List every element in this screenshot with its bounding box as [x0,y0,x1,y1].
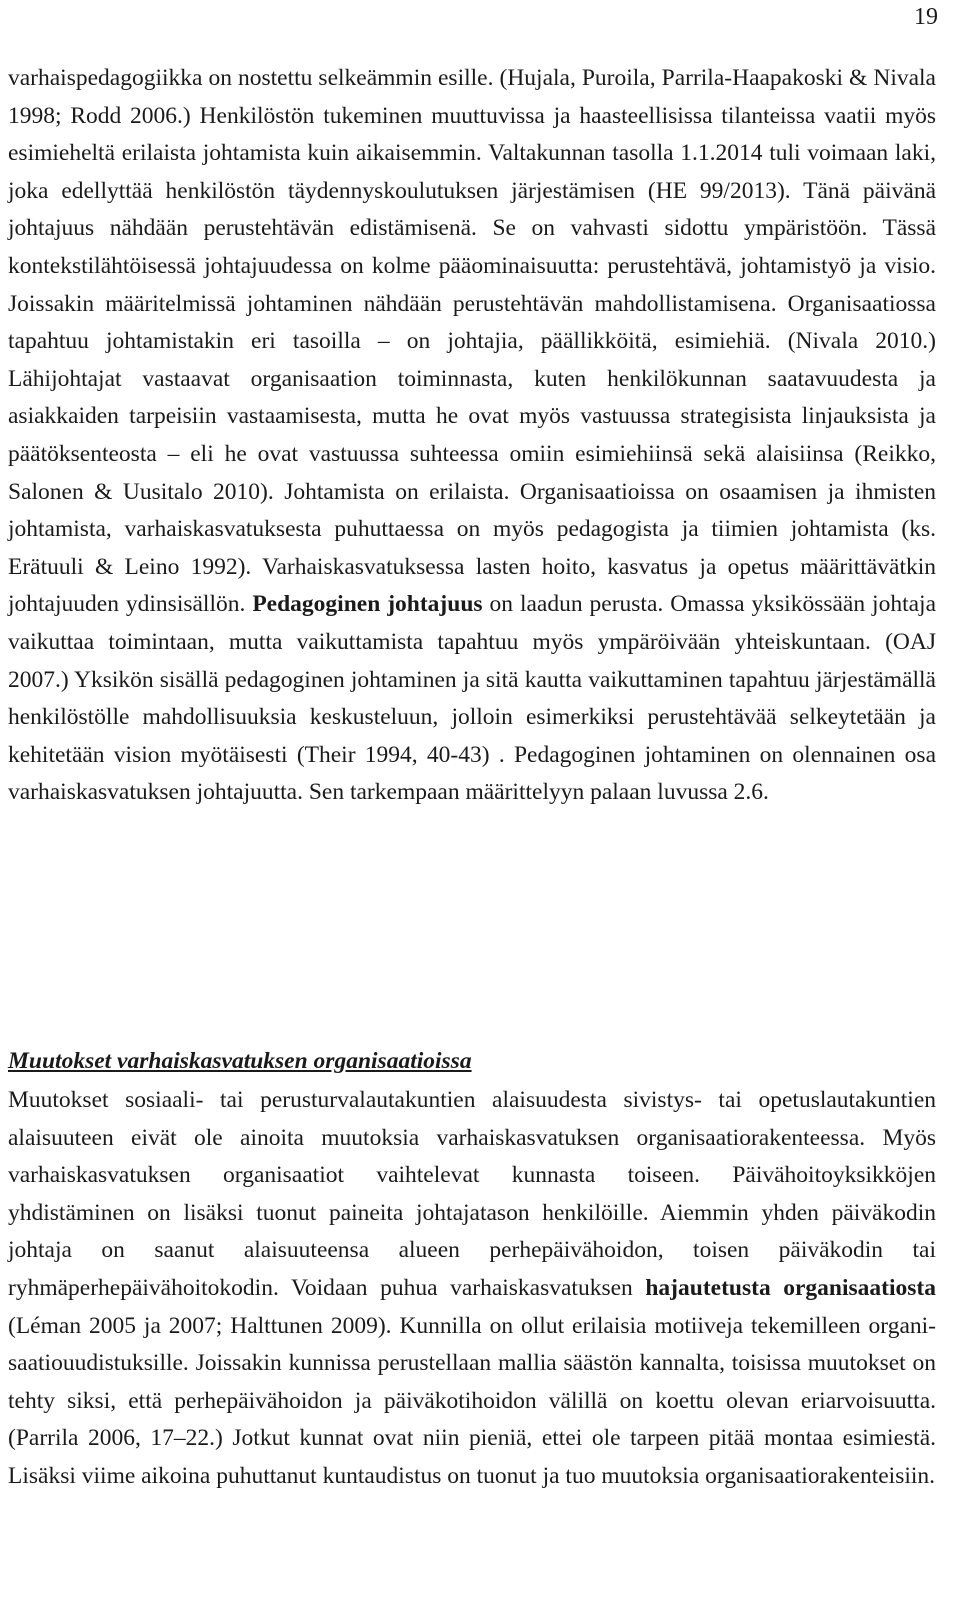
bold-term: Pedagoginen johtajuus [252,591,483,618]
paragraph-text: (Léman 2005 ja 2007; Halttunen 2009). Kunnilla on ollut erilaisia motiiveja tekemilleen organisaatiouudistuksille. Joissakin kunnissa perustellaan mallia säästön kannalta, toisissa muutokset on tehty siksi, että perhepäivähoidon ja päiväkotihoidon välillä on koettu olevan eriarvoisuutta. (Parrila 2006, 17–22.) Jotkut kunnat ovat niin pieniä, ettei ole tarpeen pitää montaa esimiestä. Lisäksi viime aikoina puhuttanut kuntaudistus on tuonut ja tuo muutoksia organisaatiorakenteisiin. [8,1312,936,1489]
page-number: 19 [914,4,938,30]
body-paragraph [8,1082,936,1496]
paragraph-text: on laadun perusta. Omassa yksikössään johtaja vaikuttaa toimintaan, mutta vaikuttamista tapahtuu myös ympäröivään yhteiskuntaan. (OAJ 2007.) Yksikön sisällä pedagoginen johtaminen ja sitä kautta vaikuttaminen tapahtuu järjestämällä henkilöstölle mahdollisuuksia keskusteluun, jolloin esimerkiksi perustehtävää selkeytetään ja kehitetään vision myötäisesti (Their 1994, 40-43) . Pedagoginen johtaminen on olennainen osa varhaiskasvatuksen johtajuutta. Sen tarkempaan määrittelyyn palaan luvussa 2.6. [8,591,937,806]
bold-term: hajautetusta organisaatiosta [645,1274,936,1301]
body-paragraph [8,60,936,812]
section-heading: Muutokset varhaiskasvatuksen organisaatioissa [8,1048,472,1074]
paragraph-text: Muutokset sosiaali- tai perusturvalautakuntien alaisuudesta sivistys- tai opetuslautakuntien alaisuuteen eivät ole ainoita muutoksia varhaiskasvatuksen organisaatiorakenteessa. Myös varhaiskasvatuksen organisaatiot vaihtelevat kunnasta toiseen. Päivähoitoyksikköjen yhdistäminen on lisäksi tuonut paineita johtajatason henkilöille. Aiemmin yhden päiväkodin johtaja on saanut alaisuuteensa alueen perhepäivähoidon, toisen päiväkodin tai ryhmäperhepäivähoitokodin. Voidaan puhua varhaiskasvatuksen [8,1087,936,1301]
paragraph-text: varhaispedagogiikka on nostettu selkeämmin esille. (Hujala, Puroila, Parrila-Haapakoski & Nivala 1998; Rodd 2006.) Henkilöstön tukeminen muuttuvissa ja haasteellisissa tilanteissa vaatii myös esimieheltä erilaista johtamista kuin aikaisemmin. Valtakunnan tasolla 1.1.2014 tuli voimaan laki, joka edellyttää henkilöstön täydennyskoulutuksen järjestämisen (HE 99/2013). Tänä päivänä johtajuus nähdään perustehtävän edistämisenä. Se on vahvasti sidottu ympäristöön. Tässä kontekstilähtöisessä johtajuudessa on kolme pääominaisuutta: perustehtävä, johtamistyö ja visio. Joissakin määritelmissä johtaminen nähdään perustehtävän mahdollistamisena. Organisaatiossa tapahtuu johtamistakin eri tasoilla – on johtajia, päällikköitä, esimiehiä. (Nivala 2010.) Lähijohtajat vastaavat organisaation toiminnasta, kuten henkilökunnan saatavuudesta ja asiakkaiden tarpeisiin vastaamisesta, mutta he ovat myös vastuussa strategisista linjauksista ja päätöksenteosta – eli he ovat vastuussa suhteessa omiin esimiehiinsä sekä alaisiinsa (Reikko, Salonen & Uusitalo 2010). Johtamista on erilaista. Organisaatioissa on osaamisen ja ihmisten johtamista, varhaiskasvatuksesta puhuttaessa on myös pedagogista ja tiimien johtamista (ks. Erätuuli & Leino 1992). Varhaiskasvatuksessa lasten hoito, kasvatus ja opetus määrittävätkin johtajuuden ydinsisällön. [8,65,936,618]
